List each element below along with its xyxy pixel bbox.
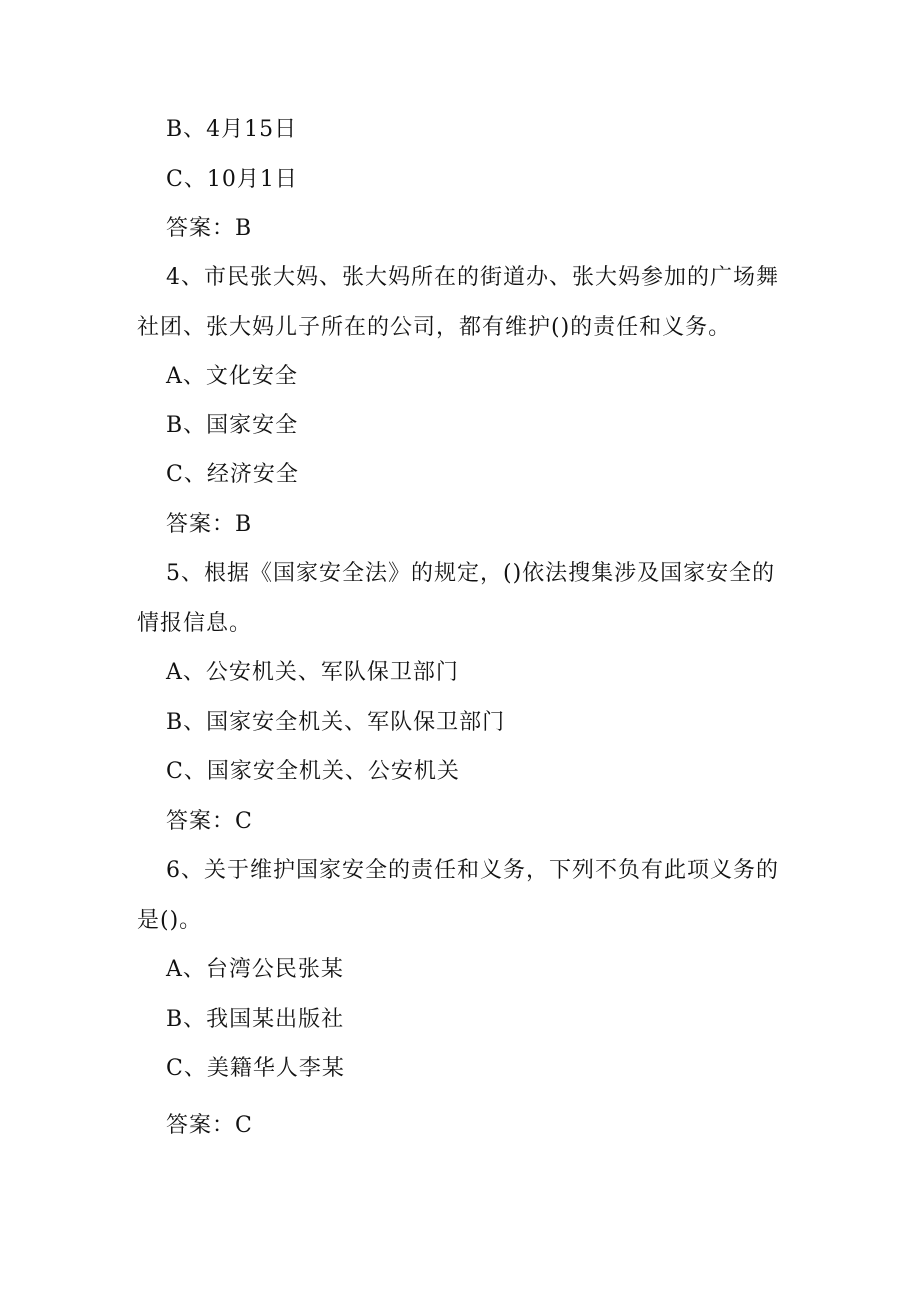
- q6-option-a: A、台湾公民张某: [166, 957, 344, 982]
- q5-answer: 答案：C: [166, 809, 253, 834]
- q5-option-a: A、公安机关、军队保卫部门: [166, 660, 459, 685]
- q6-stem-line2: 是()。: [137, 908, 203, 933]
- q5-stem-line1: 5、根据《国家安全法》的规定，()依法搜集涉及国家安全的: [166, 561, 776, 586]
- q4-stem-line2: 社团、张大妈儿子所在的公司，都有维护()的责任和义务。: [137, 315, 732, 340]
- prev-option-b: B、4月15日: [166, 117, 298, 142]
- q6-answer: 答案：C: [166, 1113, 253, 1138]
- prev-option-c: C、10月1日: [166, 167, 298, 192]
- q6-option-c: C、美籍华人李某: [166, 1056, 345, 1081]
- q5-option-c: C、国家安全机关、公安机关: [166, 759, 460, 784]
- q4-answer: 答案：B: [166, 512, 253, 537]
- q6-stem-line1: 6、关于维护国家安全的责任和义务，下列不负有此项义务的: [166, 858, 779, 883]
- q4-option-b: B、国家安全: [166, 413, 299, 438]
- q4-option-a: A、文化安全: [166, 364, 298, 389]
- q6-option-b: B、我国某出版社: [166, 1007, 345, 1032]
- prev-answer: 答案：B: [166, 216, 253, 241]
- q4-option-c: C、经济安全: [166, 462, 299, 487]
- q5-stem-line2: 情报信息。: [137, 611, 253, 636]
- q5-option-b: B、国家安全机关、军队保卫部门: [166, 710, 506, 735]
- q4-stem-line1: 4、市民张大妈、张大妈所在的街道办、张大妈参加的广场舞: [166, 265, 779, 290]
